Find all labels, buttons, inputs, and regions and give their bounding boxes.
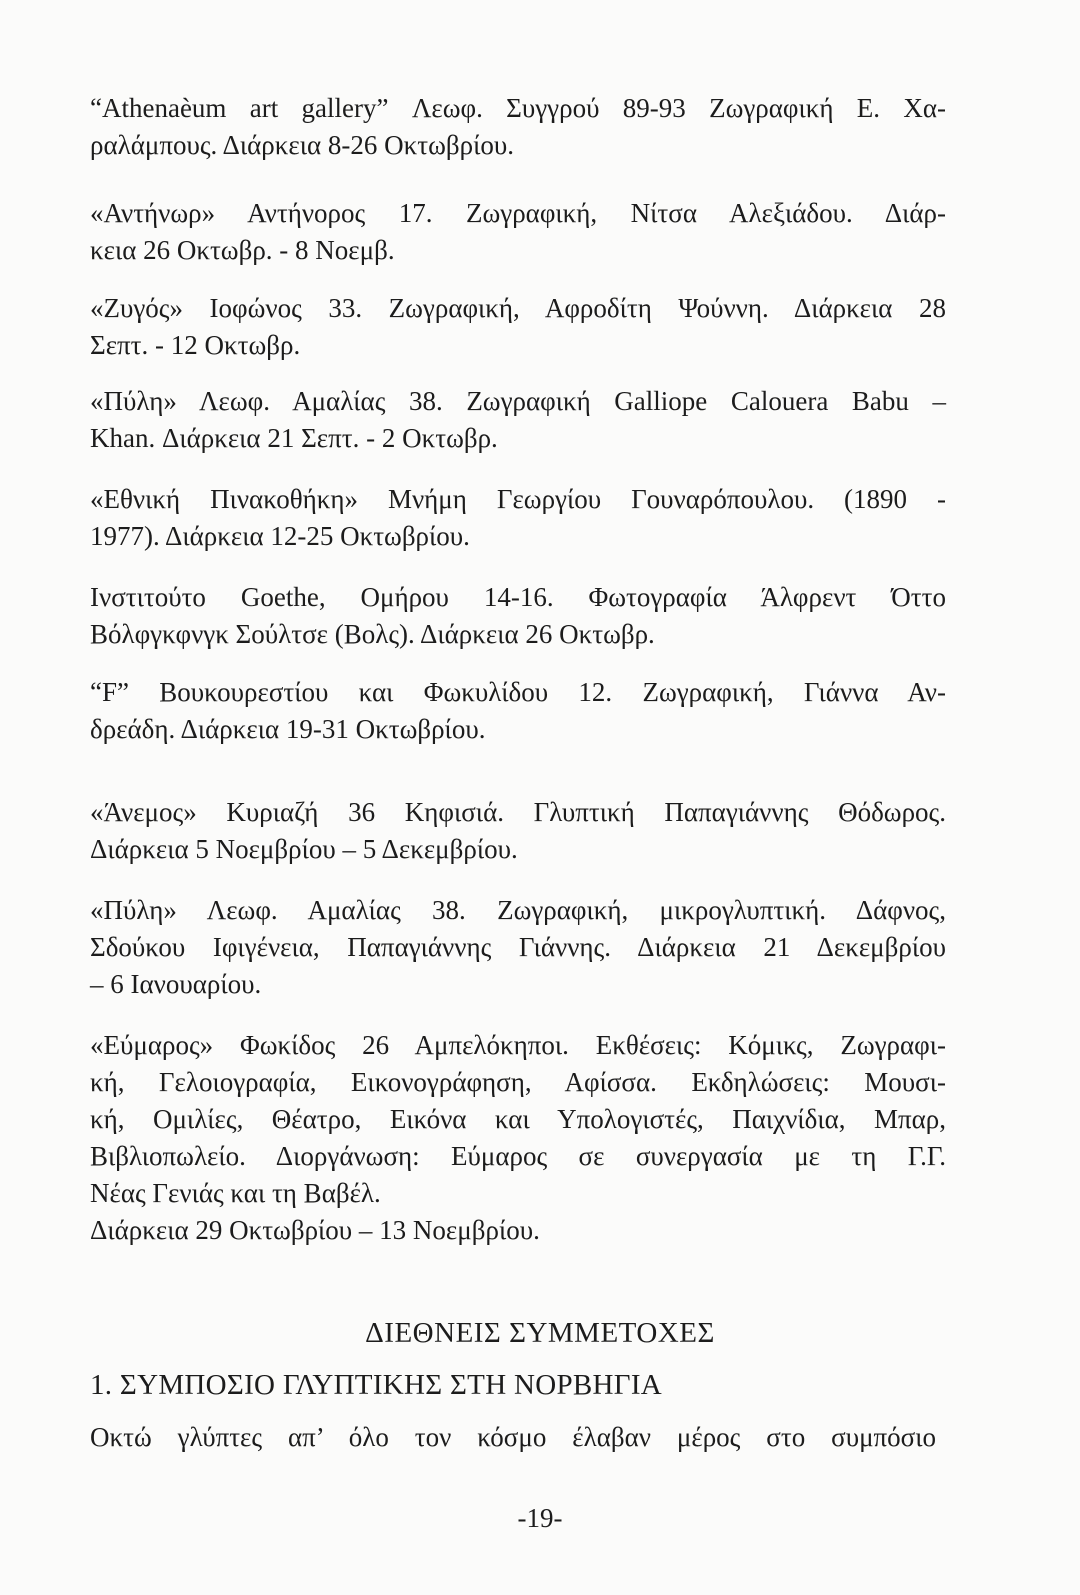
exhibition-entry [90, 90, 946, 164]
entry-line: δρεάδη. Διάρκεια 19-31 Οκτωβρίου. [90, 714, 486, 744]
entry-line: Ινστιτούτο Goethe, Ομήρου 14-16. Φωτογραφία Άλφρεντ Όττο [90, 582, 946, 612]
exhibition-entry [90, 892, 946, 1003]
exhibition-entry [90, 1027, 946, 1249]
exhibition-entry [90, 794, 946, 868]
exhibition-entry [90, 383, 946, 457]
entry-line: Διάρκεια 5 Νοεμβρίου – 5 Δεκεμβρίου. [90, 834, 518, 864]
entry-line: 1977). Διάρκεια 12-25 Οκτωβρίου. [90, 521, 470, 551]
entry-line: Διάρκεια 29 Οκτωβρίου – 13 Νοεμβρίου. [90, 1215, 540, 1245]
entry-line: κή, Ομιλίες, Θέατρο, Εικόνα και Υπολογιστές, Παιχνίδια, Μπαρ, [90, 1104, 946, 1134]
entry-line: κή, Γελοιογραφία, Εικονογράφηση, Αφίσσα. Εκδηλώσεις: Μουσι- [90, 1067, 946, 1097]
page-number: -19- [517, 1503, 563, 1533]
entry-line: “Athenaèum art gallery” Λεωφ. Συγγρού 89-93 Ζωγραφική Ε. Χα- [90, 93, 946, 123]
entry-line: Khan. Διάρκεια 21 Σεπτ. - 2 Οκτωβρ. [90, 423, 498, 453]
entry-line: Σεπτ. - 12 Οκτωβρ. [90, 330, 301, 360]
exhibition-entry [90, 290, 946, 364]
entry-line: κεια 26 Οκτωβρ. - 8 Νοεμβ. [90, 235, 395, 265]
entry-line: «Πύλη» Λεωφ. Αμαλίας 38. Ζωγραφική Galliope Calouera Babu – [90, 386, 946, 416]
exhibition-entry [90, 481, 946, 555]
entry-line: «Ζυγός» Ιοφώνος 33. Ζωγραφική, Αφροδίτη Ψούννη. Διάρκεια 28 [90, 293, 946, 323]
entry-line: Σδούκου Ιφιγένεια, Παπαγιάννης Γιάννης. Διάρκεια 21 Δεκεμβρίου [90, 932, 946, 962]
entry-line: “F” Βουκουρεστίου και Φωκυλίδου 12. Ζωγραφική, Γιάννα Αν- [90, 677, 946, 707]
entry-line: Βόλφγκφνγκ Σούλτσε (Βολς). Διάρκεια 26 Οκτωβρ. [90, 619, 655, 649]
entry-line: «Εθνική Πινακοθήκη» Μνήμη Γεωργίου Γουναρόπουλου. (1890 - [90, 484, 946, 514]
section-heading: ΔΙΕΘΝΕΙΣ ΣΥΜΜΕΤΟΧΕΣ [365, 1317, 715, 1349]
subsection-heading: 1. ΣΥΜΠΟΣΙΟ ΓΛΥΠΤΙΚΗΣ ΣΤΗ ΝΟΡΒΗΓΙΑ [90, 1369, 663, 1401]
entry-line: «Εύμαρος» Φωκίδος 26 Αμπελόκηποι. Εκθέσεις: Κόμικς, Ζωγραφι- [90, 1030, 946, 1060]
entry-line: «Πύλη» Λεωφ. Αμαλίας 38. Ζωγραφική, μικρογλυπτική. Δάφνος, [90, 895, 946, 925]
exhibition-entry [90, 579, 946, 653]
entry-line: – 6 Ιανουαρίου. [90, 969, 262, 999]
entry-line: Βιβλιοπωλείο. Διοργάνωση: Εύμαρος σε συνεργασία με τη Γ.Γ. [90, 1141, 946, 1171]
body-text-line: Οκτώ γλύπτες απ’ όλο τον κόσμο έλαβαν μέρος στο συμπόσιο [90, 1422, 936, 1452]
entry-line: «Αντήνωρ» Αντήνορος 17. Ζωγραφική, Νίτσα Αλεξιάδου. Διάρ- [90, 198, 946, 228]
entry-line: «Άνεμος» Κυριαζή 36 Κηφισιά. Γλυπτική Παπαγιάννης Θόδωρος. [90, 797, 946, 827]
entry-line: Νέας Γενιάς και τη Βαβέλ. [90, 1178, 381, 1208]
entry-line: ραλάμπους. Διάρκεια 8-26 Οκτωβρίου. [90, 130, 514, 160]
exhibition-entry [90, 195, 946, 269]
exhibition-entry [90, 674, 946, 748]
